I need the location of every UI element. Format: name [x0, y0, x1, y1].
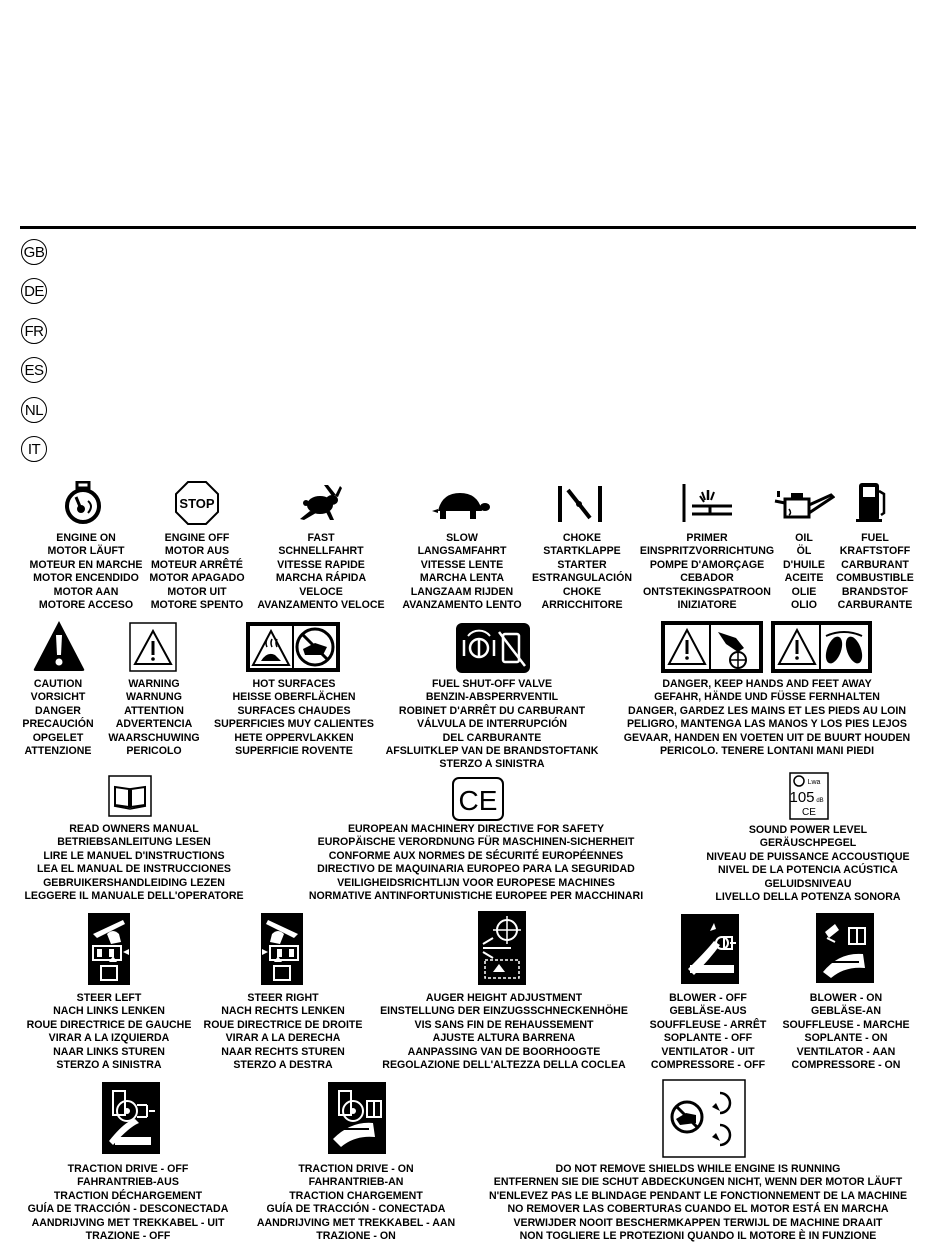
language-marker-gb: GB	[21, 239, 47, 265]
slow-caption: SLOW LANGSAMFAHRT VITESSE LENTE MARCHA LENTA LANGZAAM RIJDEN AVANZAMENTO LENTO	[402, 532, 522, 612]
auger-height-caption: AUGER HEIGHT ADJUSTMENT EINSTELLUNG DER EINZUGSSCHNECKENHÖHE VIS SANS FIN DE REHAUSSEMENT AJUSTE ALTURA BARRENA AANPASSING VAN DE BOORHOOGTE REGOLAZIONE DELL'ALTEZZA DELLA COCLEA	[380, 992, 628, 1072]
fast-caption: FAST SCHNELLFAHRT VITESSE RAPIDE MARCHA RÁPIDA VELOCE AVANZAMENTO VELOCE	[257, 532, 385, 612]
steer-right-caption: STEER RIGHT NACH RECHTS LENKEN ROUE DIRECTRICE DE DROITE VIRAR A LA DERECHA NAAR RECHTS STUREN STERZO A DESTRA	[203, 992, 363, 1072]
svg-text:105: 105	[789, 789, 815, 806]
blower-on-icon	[815, 912, 875, 984]
auger-height-icon	[477, 910, 527, 986]
fuel-valve-icon	[455, 622, 531, 674]
traction-on-icon	[327, 1081, 387, 1155]
fuel-valve-caption: FUEL SHUT-OFF VALVE BENZIN-ABSPERRVENTIL ROBINET D'ARRÊT DU CARBURANT VÁLVULA DE INTERRUPCIÓN DEL CARBURANTE AFSLUITKLEP VAN DE BRANDSTOFTANK STERZO A SINISTRA	[385, 678, 599, 771]
engine-on-caption: ENGINE ON MOTOR LÄUFT MOTEUR EN MARCHE MOTOR ENCENDIDO MOTOR AAN MOTORE ACCESO	[29, 532, 143, 612]
oil-caption: OIL ÖL D'HUILE ACEITE OLIE OLIO	[783, 532, 825, 612]
warning-caption: WARNING WARNUNG ATTENTION ADVERTENCIA WAARSCHUWING PERICOLO	[108, 678, 200, 758]
ce-directive-caption: EUROPEAN MACHINERY DIRECTIVE FOR SAFETY EUROPÄISCHE VERORDNUNG FÜR MASCHINEN-SICHERHEIT CONFORME AUX NORMES DE SÉCURITÉ EUROPÉENNES DIRECTIVO DE MAQUINARIA EUROPEO PARA LA SEGURIDAD VEILIGHEIDSRICHTLIJN VOOR EUROPESE MACHINES NORMATIVE ANTINFORTUNISTICHE EUROPEE PER MACCHINARI	[308, 823, 644, 903]
shields-warning-icon	[662, 1079, 746, 1158]
fuel-pump-icon	[853, 481, 887, 523]
oil-can-icon	[773, 489, 835, 521]
blower-on-caption: BLOWER - ON GEBLÄSE-AN SOUFFLEUSE - MARCHE SOPLANTE - ON VENTILATOR - AAN COMPRESSORE - ON	[782, 992, 910, 1072]
svg-text:dB: dB	[816, 798, 824, 804]
blower-off-icon	[680, 913, 740, 985]
blower-off-caption: BLOWER - OFF GEBLÄSE-AUS SOUFFLEUSE - ARRÊT SOPLANTE - OFF VENTILATOR - UIT COMPRESSORE - OFF	[649, 992, 767, 1072]
engine-off-caption: ENGINE OFF MOTOR AUS MOTEUR ARRÊTÉ MOTOR APAGADO MOTOR UIT MOTORE SPENTO	[149, 532, 245, 612]
svg-text:STOP: STOP	[179, 496, 215, 511]
read-manual-caption: READ OWNERS MANUAL BETRIEBSANLEITUNG LESEN LIRE LE MANUEL D'INSTRUCTIONS LEA EL MANUAL DE INSTRUCCIONES GEBRUIKERSHANDLEIDING LEZEN LEGGERE IL MANUALE DELL'OPERATORE	[24, 823, 244, 903]
language-marker-it: IT	[21, 436, 47, 462]
traction-off-icon	[101, 1081, 161, 1155]
language-marker-de: DE	[21, 278, 47, 304]
choke-caption: CHOKE STARTKLAPPE STARTER ESTRANGULACIÓN CHOKE ARRICCHITORE	[531, 532, 633, 612]
rabbit-icon	[296, 483, 344, 521]
hot-surfaces-caption: HOT SURFACES HEISSE OBERFLÄCHEN SURFACES CHAUDES SUPERFICIES MUY CALIENTES HETE OPPERVLAKKEN SUPERFICIE ROVENTE	[214, 678, 374, 758]
turtle-icon	[430, 491, 490, 521]
primer-icon	[680, 482, 734, 524]
fuel-caption: FUEL KRAFTSTOFF CARBURANT COMBUSTIBLE BRANDSTOF CARBURANTE	[836, 532, 914, 612]
danger-feet-icon	[770, 620, 873, 674]
danger-hands-icon	[660, 620, 764, 674]
language-marker-nl: NL	[21, 397, 47, 423]
svg-text:CE: CE	[802, 807, 816, 818]
caution-icon	[32, 619, 86, 673]
primer-caption: PRIMER EINSPRITZVORRICHTUNG POMPE D'AMORÇAGE CEBADOR ONTSTEKINGSPATROON INIZIATORE	[639, 532, 775, 612]
ce-mark-icon	[452, 777, 504, 821]
steer-left-icon	[87, 912, 131, 986]
steer-left-caption: STEER LEFT NACH LINKS LENKEN ROUE DIRECTRICE DE GAUCHE VIRAR A LA IZQUIERDA NAAR LINKS STUREN STERZO A SINISTRA	[26, 992, 192, 1072]
warning-icon	[129, 622, 177, 672]
stop-sign-icon	[175, 481, 219, 525]
hot-surfaces-icon	[245, 621, 341, 673]
svg-text:CE: CE	[458, 785, 498, 816]
traction-off-caption: TRACTION DRIVE - OFF FAHRANTRIEB-AUS TRACTION DÉCHARGEMENT GUÍA DE TRACCIÓN - DESCONECTADA AANDRIJVING MET TREKKABEL - UIT TRAZIONE - OFF	[27, 1163, 229, 1243]
engine-on-icon	[62, 481, 104, 525]
manual-book-icon	[108, 775, 152, 817]
danger-hands-caption: DANGER, KEEP HANDS AND FEET AWAY GEFAHR, HÄNDE UND FÜSSE FERNHALTEN DANGER, GARDEZ LES MAINS ET LES PIEDS AU LOIN PELIGRO, MANTENGA LAS MANOS Y LOS PIES LEJOS GEVAAR, HANDEN EN VOETEN UIT DE BUURT HOUDEN PERICOLO. TENERE LONTANI MANI PIEDI	[623, 678, 911, 758]
shields-caption: DO NOT REMOVE SHIELDS WHILE ENGINE IS RUNNING ENTFERNEN SIE DIE SCHUT ABDECKUNGEN NICHT, WENN DER MOTOR LÄUFT N'ENLEVEZ PAS LE BLINDAGE PENDANT LE FONCTIONNEMENT DE LA MACHINE NO REMOVER LAS COBERTURAS CUANDO EL MOTOR ESTÁ EN MARCHA VERWIJDER NOOIT BESCHERMKAPPEN TERWIJL DE MACHINE DRAAIT NON TOGLIERE LE PROTEZIONI QUANDO IL MOTORE È IN FUNZIONE	[488, 1163, 908, 1243]
header-rule	[20, 226, 916, 229]
sound-level-label-icon	[789, 772, 829, 820]
svg-text:Lwa: Lwa	[807, 779, 821, 786]
sound-power-caption: SOUND POWER LEVEL GERÄUSCHPEGEL NIVEAU DE PUISSANCE ACCOUSTIQUE NIVEL DE LA POTENCIA ACÚSTICA GELUIDSNIVEAU LIVELLO DELLA POTENZA SONORA	[706, 824, 910, 904]
caution-caption: CAUTION VORSICHT DANGER PRECAUCIÓN OPGELET ATTENZIONE	[22, 678, 94, 758]
steer-right-icon	[260, 912, 304, 986]
traction-on-caption: TRACTION DRIVE - ON FAHRANTRIEB-AN TRACTION CHARGEMENT GUÍA DE TRACCIÓN - CONECTADA AANDRIJVING MET TREKKABEL - AAN TRAZIONE - ON	[256, 1163, 456, 1243]
language-marker-fr: FR	[21, 318, 47, 344]
choke-icon	[556, 484, 604, 524]
language-marker-es: ES	[21, 357, 47, 383]
